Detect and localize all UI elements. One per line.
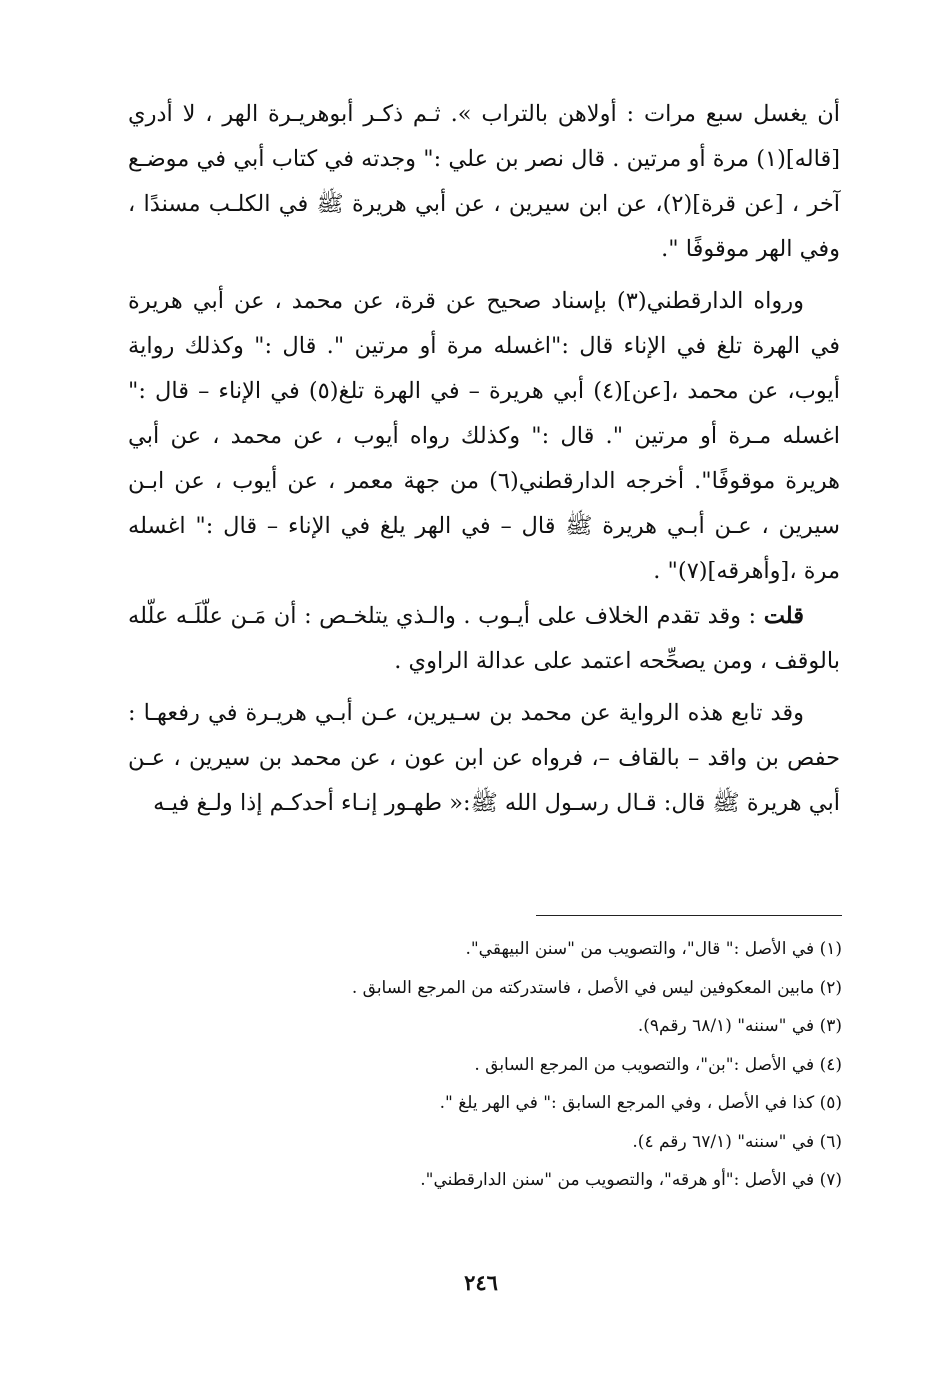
footnote-6: (٦) في "سننه" (٦٧/١ رقم ٤).: [632, 1131, 842, 1152]
paragraph-2: ورواه الدارقطني(٣) بإسناد صحيح عن قرة، عن محمد ، عن أبي هريرة في الهرة تلغ في الإناء قال :"اغسله مرة أو مرتين ". قال :" وكذلك رواية أيوب، عن محمد ،[عن](٤) أبي هريرة – في الهرة تلغ(٥) في الإناء – قال :" اغسله مـرة أو مرتين ". قال :" وكذلك رواه أيوب ، عن محمد ، عن أبي هريرة موقوفًا". أخرجه الدارقطني(٦) من جهة معمر ، عن أيوب ، عن ابـن سيرين ، عـن أبـي هريرة ﷺ قال – في الهر يلغ في الإناء – قال :" اغسله مرة ،[وأهرقه](٧)" .: [128, 288, 841, 584]
footnotes: [180, 930, 842, 1200]
paragraph-3: [128, 594, 840, 684]
paragraph-1: أن يغسل سبع مرات : أولاهن بالتراب ». ثـم ذكـر أبوهريـرة الهر ، لا أدري [قاله](١) مرة أو مرتين . قال نصر بن علي :" وجدته في كتاب أبي في موضـع آخر ، [عن قرة](٢)، عن ابن سيرين ، عن أبي هريرة ﷺ في الكلـب مسندًا ، وفي الهر موقوفًا ".: [128, 101, 840, 262]
paragraph-3-lead: قلت: [763, 603, 804, 629]
footnote-1: (١) في الأصل :" قال"، والتصويب من "سنن البيهقي".: [465, 939, 842, 959]
paragraph-3-text: : وقد تقدم الخلاف على أيـوب . والـذي يتلخـص : أن مَـن علّلَـه علّله بالوقف ، ومن يصحِّحه اعتمد على عدالة الراوي .: [128, 603, 840, 674]
footnote-3: (٣) في "سننه" (٦٨/١ رقم٩).: [637, 1016, 842, 1036]
main-text: [128, 92, 840, 826]
page-number: ٢٤٦: [464, 1270, 498, 1295]
paragraph-4: وقد تابع هذه الرواية عن محمد بن سـيرين، عـن أبـي هريـرة في رفعهـا : حفص بن واقد – بالقاف –، فرواه عن ابن عون ، عن محمد بن سيرين ، عـن أبي هريرة ﷺ قال: قـال رسـول الله ﷺ:« طهـور إنـاء أحدكـم إذا ولـغ فيـه: [128, 700, 840, 816]
footnote-5: (٥) كذا في الأصل ، وفي المرجع السابق :" في الهر يلغ ".: [439, 1093, 842, 1113]
footnote-7: (٧) في الأصل :"أو هرقه"، والتصويب من "سنن الدارقطني".: [420, 1170, 842, 1190]
footnote-2: (٢) مابين المعكوفين ليس في الأصل ، فاستدركته من المرجع السابق .: [351, 977, 842, 998]
footnote-separator: [536, 915, 842, 916]
footnote-4: (٤) في الأصل :"بن"، والتصويب من المرجع السابق .: [474, 1054, 842, 1075]
